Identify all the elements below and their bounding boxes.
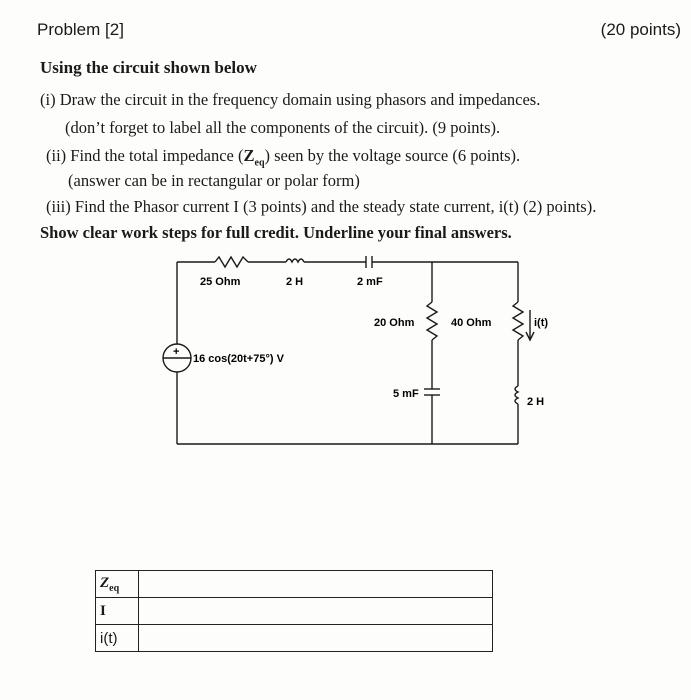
table-label-i: I <box>96 598 139 625</box>
voltage-source-label: 16 cos(20t+75°) V <box>193 353 284 365</box>
question-3: (iii) Find the Phasor current I (3 points) and the steady state current, i(t) (2) points). <box>46 197 597 216</box>
zeq-symbol: $Z_{eq}$ <box>243 146 265 169</box>
resistor-20-ohm-label: 20 Ohm <box>374 317 415 329</box>
instructions: Show clear work steps for full credit. Underline your final answers. <box>40 223 512 242</box>
inductor-2h-label: 2 H <box>286 276 304 288</box>
inductor-2h-symbol <box>286 259 304 262</box>
capacitor-5mf-label: 5 mF <box>393 388 419 400</box>
question-2-post: ) seen by the voltage source (6 points). <box>264 146 521 165</box>
answer-cell-it[interactable] <box>139 625 493 652</box>
capacitor-2mf-label: 2 mF <box>357 276 383 288</box>
question-2-line-2: (answer can be in rectangular or polar form) <box>68 171 360 190</box>
resistor-25-ohm-label: 25 Ohm <box>200 276 241 288</box>
table-row <box>96 571 493 598</box>
resistor-40-ohm-label: 40 Ohm <box>451 317 492 329</box>
answer-cell-i[interactable] <box>139 598 493 625</box>
source-plus-sign: + <box>173 346 180 358</box>
resistor-20-ohm-symbol <box>427 302 437 340</box>
inductor-right-2h-symbol <box>515 386 518 404</box>
resistor-40-ohm-symbol <box>513 302 523 340</box>
intro-text: Using the circuit shown below <box>40 58 257 77</box>
answer-table <box>95 570 493 652</box>
table-label-zeq: $Z_{eq}$ <box>96 571 139 598</box>
resistor-25-ohm-symbol <box>215 257 248 267</box>
question-2-pre: (ii) Find the total impedance ( <box>46 146 244 165</box>
current-label: i(t) <box>534 317 549 329</box>
table-row <box>96 598 493 625</box>
table-row <box>96 625 493 652</box>
points-label: (20 points) <box>600 20 681 39</box>
inductor-right-2h-label: 2 H <box>527 396 545 408</box>
question-1-line-2: (don’t forget to label all the components of the circuit). (9 points). <box>65 118 501 137</box>
table-label-it: i(t) <box>96 625 139 652</box>
question-1-line-1: (i) Draw the circuit in the frequency domain using phasors and impedances. <box>40 90 541 109</box>
problem-title: Problem [2] <box>37 20 124 39</box>
answer-cell-zeq[interactable] <box>139 571 493 598</box>
